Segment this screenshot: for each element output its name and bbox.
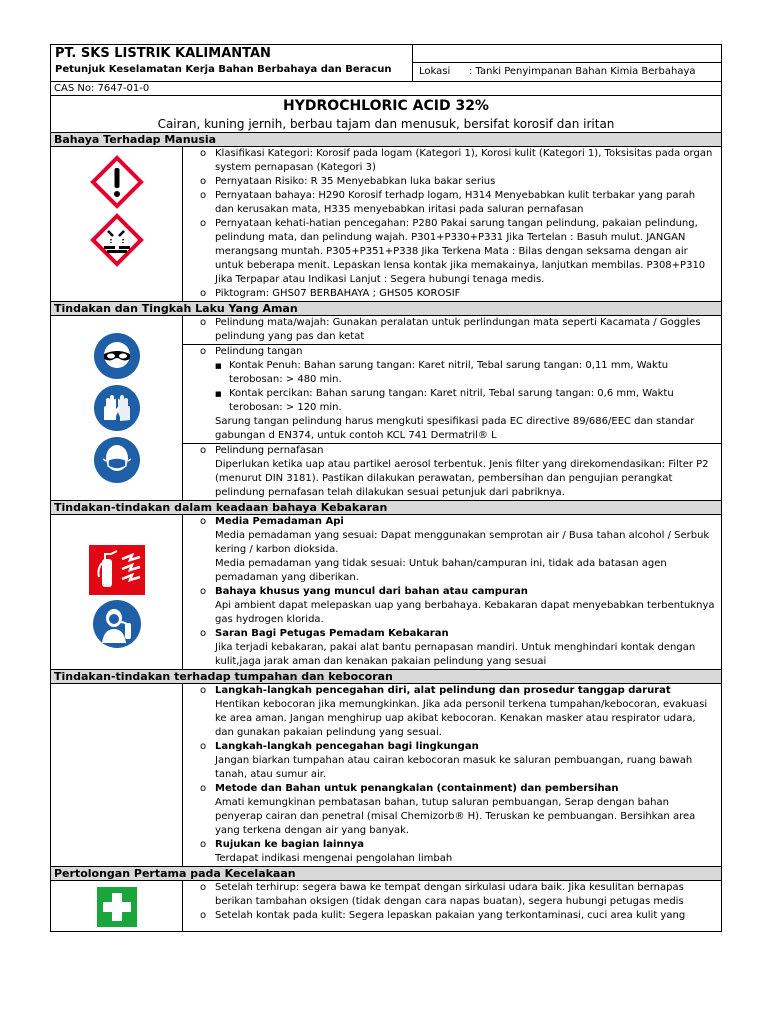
hazard-text: Pernyataan Risiko: R 35 Menyebabkan luka bakar serius — [215, 176, 496, 187]
respiratory-protection-block — [183, 444, 721, 500]
hazard-item — [183, 287, 721, 301]
location-value: : Tanki Penyimpanan Bahan Kimia Berbahaya — [469, 66, 696, 77]
fire-heading: Media Pemadaman Api — [215, 516, 344, 527]
fire-text: Media pemadaman yang sesuai: Dapat menggunakan semprotan air / Busa tahan alcohol / Serbuk kering / karbon dioksida. — [215, 530, 710, 555]
location-label: Lokasi — [419, 66, 451, 77]
respiratory-protection-title: Pelindung pernafasan — [215, 445, 324, 456]
header-blank-cell — [413, 45, 721, 63]
bullet: o — [199, 783, 207, 794]
spill-text: Amati kemungkinan pembatasan bahan, tutup saluran pembuangan, Serap dengan bahan penyerap cairan dan penetral (misal Chemizorb® H). Teruskan ke pembuangan. Bersihkan area yang terkena dengan air yang banyak. — [215, 797, 696, 836]
bullet: o — [199, 176, 207, 187]
bullet: o — [199, 346, 207, 357]
eye-protection-text: Pelindung mata/wajah: Gunakan peralatan untuk perlindungan mata seperti Kacamata / Goggles pelindung yang pas dan ketat — [215, 317, 701, 342]
fire-item — [183, 585, 721, 599]
bullet: o — [199, 288, 207, 299]
spill-icons-empty — [51, 684, 183, 866]
spill-heading: Rujukan ke bagian lainnya — [215, 839, 364, 850]
hand-protection-title: Pelindung tangan — [215, 346, 303, 357]
bullet: o — [199, 882, 207, 893]
chemical-title: HYDROCHLORIC ACID 32% — [283, 98, 489, 114]
bullet: o — [199, 218, 207, 229]
first-aid-item — [183, 909, 721, 923]
bullet: o — [199, 317, 207, 328]
spill-item — [183, 838, 721, 852]
hand-protection-block — [183, 345, 721, 444]
spill-heading: Metode dan Bahan untuk penangkalan (containment) dan pembersihan — [215, 783, 619, 794]
safe-content — [183, 316, 721, 500]
fire-heading: Saran Bagi Petugas Pemadam Kebakaran — [215, 628, 449, 639]
spill-item — [183, 740, 721, 754]
spill-item — [183, 782, 721, 796]
square-bullet: ■ — [215, 390, 222, 398]
spill-heading: Langkah-langkah pencegahan bagi lingkungan — [215, 741, 479, 752]
bullet: o — [199, 910, 207, 921]
ghs07-exclamation-icon — [90, 155, 144, 209]
breathing-apparatus-icon — [92, 599, 142, 649]
sds-sheet — [50, 44, 722, 932]
first-aid-text: Setelah terhirup: segera bawa ke tempat dengan sirkulasi udara baik. Jika kesulitan bernapas berikan tambahan oksigen (tidak dengan cara napas buatan), segera hubungi petugas medis — [215, 882, 684, 907]
section-header-first-aid: Pertolongan Pertama pada Kecelakaan — [50, 867, 722, 881]
safe-item — [183, 444, 721, 458]
spill-text: Terdapat indikasi mengenai pengolahan limbah — [215, 853, 453, 864]
fire-text: Api ambient dapat melepaskan uap yang berbahaya. Kebakaran dapat menyebabkan terbentuknya gas hydrogen klorida. — [215, 600, 715, 625]
hazard-item — [183, 217, 721, 287]
location — [413, 63, 721, 81]
hand-protection-note: Sarung tangan pelindung harus mengkuti spesifikasi pada EC directive 89/686/EEC dan standar gabungan d EN374, untuk contoh KCL 741 Dermatril® L — [215, 416, 695, 441]
fire-text: Media pemadaman yang tidak sesuai: Untuk bahan/campuran ini, tidak ada batasan agen pemadaman yang diberikan. — [215, 558, 667, 583]
section-header-spill: Tindakan-tindakan terhadap tumpahan dan kebocoran — [50, 670, 722, 684]
company-name: PT. SKS LISTRIK KALIMANTAN — [55, 46, 271, 61]
spill-item — [183, 684, 721, 698]
row-fire — [50, 515, 722, 670]
fire-item — [183, 627, 721, 641]
hazard-text: Pernyataan kehati-hatian pencegahan: P280 Pakai sarung tangan pelindung, pakaian pelindung, pelindung mata, dan pelindung wajah. P301+P330+P331 Jika Tertelan : Basuh mulut. JANGAN merangsang muntah. P305+P351+P338 Jika Terkena Mata : Bilas dengan seksama dengan air untuk beberapa menit. Lepaskan lensa kontak jika memakainya, lanjutkan membilas. P308+P310 Jika Terpapar atau Indikasi Lanjut : Segera hubungi tenaga medis. — [215, 218, 706, 285]
row-first-aid — [50, 881, 722, 932]
spill-text: Hentikan kebocoran jika memungkinkan. Jika ada personil terkena tumpahan/kebocoran, evakuasi ke area aman. Jangan menghirup uap akibat kebocoran. Kenakan masker atau respirator udara, dan gunakan pakaian pelindung yang sesuai. — [215, 699, 708, 738]
first-aid-content — [183, 881, 721, 931]
sub-item — [183, 387, 721, 415]
document-subtitle: Petunjuk Keselamatan Kerja Bahan Berbahaya dan Beracun — [55, 64, 392, 75]
row-safe-behaviour — [50, 316, 722, 501]
sub-item — [183, 359, 721, 387]
spill-text: Jangan biarkan tumpahan atau cairan kebocoran masuk ke saluran pembuangan, ruang bawah tanah, atau sumur air. — [215, 755, 693, 780]
ppe-icons — [51, 316, 183, 500]
bullet: o — [199, 586, 207, 597]
header-right — [413, 45, 721, 81]
face-mask-icon — [93, 436, 141, 484]
section-header-fire: Tindakan-tindakan dalam keadaan bahaya Kebakaran — [50, 501, 722, 515]
cas-number: CAS No: 7647-01-0 — [50, 82, 722, 96]
first-aid-icon — [97, 887, 137, 927]
hand-protection-full-contact: Kontak Penuh: Bahan sarung tangan: Karet nitril, Tebal sarung tangan: 0,11 mm, Waktu terobosan: > 480 min. — [229, 360, 669, 385]
row-spill — [50, 684, 722, 867]
header-left — [51, 45, 413, 81]
fire-item — [183, 515, 721, 529]
first-aid-item — [183, 881, 721, 909]
bullet: o — [199, 685, 207, 696]
bullet: o — [199, 516, 207, 527]
bullet: o — [199, 628, 207, 639]
fire-extinguisher-icon — [89, 545, 145, 595]
chemical-description: Cairan, kuning jernih, berbau tajam dan menusuk, bersifat korosif dan iritan — [157, 117, 615, 131]
bullet: o — [199, 148, 207, 159]
square-bullet: ■ — [215, 362, 222, 370]
bullet: o — [199, 839, 207, 850]
header — [50, 44, 722, 82]
hazard-icons — [51, 147, 183, 301]
first-aid-text: Setelah kontak pada kulit: Segera lepaskan pakaian yang terkontaminasi, cuci area kulit yang — [215, 910, 686, 921]
section-header-safe-behaviour: Tindakan dan Tingkah Laku Yang Aman — [50, 302, 722, 316]
hazard-text: Klasifikasi Kategori: Korosif pada logam (Kategori 1), Korosi kulit (Kategori 1), Toksisitas pada organ system pernapasan (Kategori 3) — [215, 148, 713, 173]
fire-content — [183, 515, 721, 669]
spill-heading: Langkah-langkah pencegahan diri, alat pelindung dan prosedur tanggap darurat — [215, 685, 671, 696]
fire-heading: Bahaya khusus yang muncul dari bahan atau campuran — [215, 586, 528, 597]
hazard-text: Piktogram: GHS07 BERBAHAYA ; GHS05 KOROSIF — [215, 288, 461, 299]
title-box — [50, 96, 722, 133]
respiratory-protection-text: Diperlukan ketika uap atau partikel aerosol terbentuk. Jenis filter yang direkomendasikan: Filter P2 (menurut DIN 3181). Pastikan dilakukan perawatan, pembersihan dan pengujian perangkat pelindung pernafasan telah dilakukan sesuai petunjuk dari pabriknya. — [215, 459, 709, 498]
safe-item — [183, 316, 721, 344]
spill-content — [183, 684, 721, 866]
hazard-content — [183, 147, 721, 301]
gloves-icon — [93, 384, 141, 432]
bullet: o — [199, 741, 207, 752]
safe-item — [183, 345, 721, 359]
goggles-icon — [93, 332, 141, 380]
hazard-item — [183, 147, 721, 175]
hazard-item — [183, 175, 721, 189]
hand-protection-splash-contact: Kontak percikan: Bahan sarung tangan: Karet nitril, Tebal sarung tangan: 0,6 mm, Waktu terobosan: > 120 min. — [229, 388, 674, 413]
hazard-text: Pernyataan bahaya: H290 Korosif terhadp logam, H314 Menyebabkan kulit terbakar yang parah dan kerusakan mata, H335 menyebabkan iritasi pada saluran pernafasan — [215, 190, 696, 215]
row-human-hazard — [50, 147, 722, 302]
fire-icons — [51, 515, 183, 669]
bullet: o — [199, 190, 207, 201]
hazard-item — [183, 189, 721, 217]
eye-protection-block — [183, 316, 721, 345]
ghs05-corrosive-icon — [90, 213, 144, 267]
first-aid-icons — [51, 881, 183, 931]
section-header-human-hazard: Bahaya Terhadap Manusia — [50, 133, 722, 147]
bullet: o — [199, 445, 207, 456]
fire-text: Jika terjadi kebakaran, pakai alat bantu pernapasan mandiri. Untuk menghindari kontak dengan kulit,jaga jarak aman dan kenakan pakaian pelindung yang sesuai — [215, 642, 696, 667]
